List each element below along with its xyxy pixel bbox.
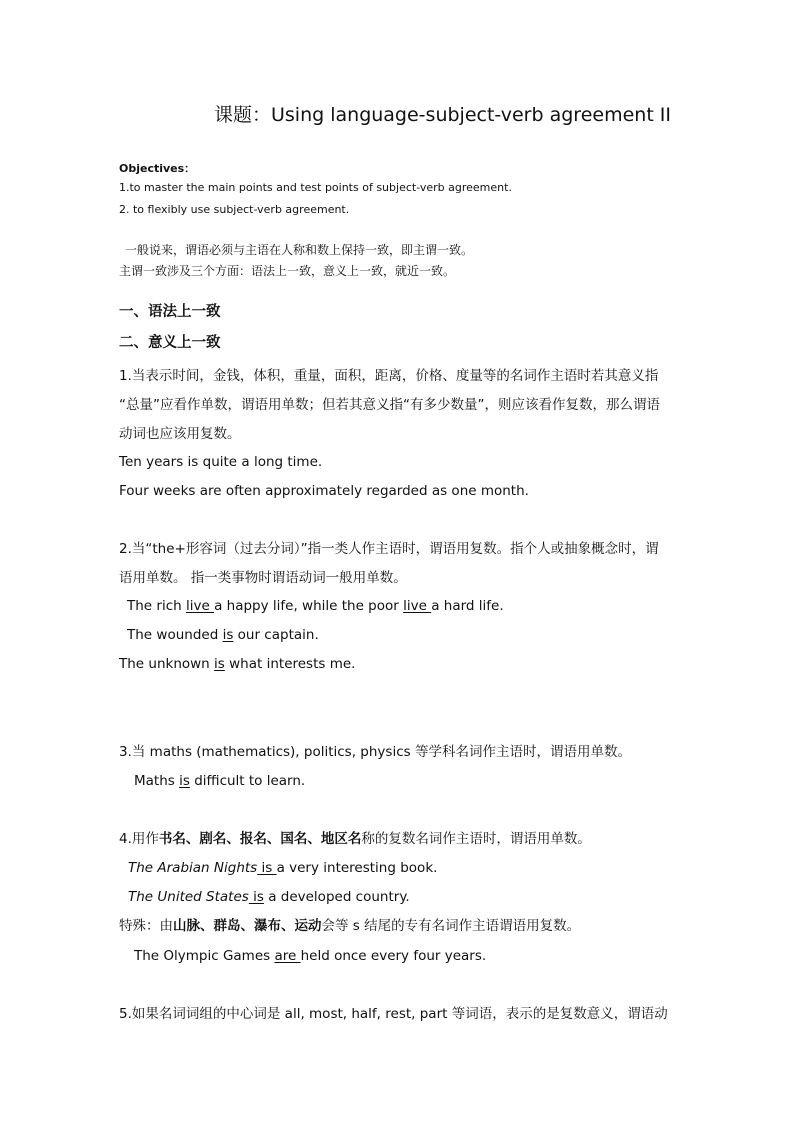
section-heading-meaning: 二、意义上一致 bbox=[119, 335, 221, 351]
rule4-example-2: The United States is a developed country. bbox=[128, 889, 410, 905]
rule1-line-1: 1.当表示时间，金钱，体积，重量，面积，距离，价格、度量等的名词作主语时若其意义指 bbox=[119, 368, 659, 384]
rule3-line-1: 3.当 maths (mathematics), politics, physics 等学科名词作主语时，谓语用单数。 bbox=[119, 744, 631, 760]
underlined-verb: is bbox=[222, 627, 234, 643]
rule2-line-2: 语用单数。 指一类事物时谓语动词一般用单数。 bbox=[119, 570, 407, 586]
objectives-heading: Objectives： bbox=[119, 162, 196, 175]
rule2-example-2: The wounded is our captain. bbox=[127, 627, 319, 643]
rule1-line-2: “总量”应看作单数，谓语用单数；但若其意义指“有多少数量”，则应该看作复数，那么谓语 bbox=[119, 397, 660, 413]
rule4-example-3: The Olympic Games are held once every four years. bbox=[134, 948, 487, 964]
underlined-verb: is bbox=[257, 860, 277, 876]
rule2-example-3: The unknown is what interests me. bbox=[119, 656, 356, 672]
lesson-title: 课题：Using language-subject-verb agreement II bbox=[214, 104, 672, 126]
intro-line-2: 主谓一致涉及三个方面：语法上一致，意义上一致，就近一致。 bbox=[119, 264, 456, 278]
rule1-example-1: Ten years is quite a long time. bbox=[119, 454, 323, 470]
rule1-line-3: 动词也应该用复数。 bbox=[119, 426, 241, 442]
rule4-special-note: 特殊：由山脉、群岛、瀑布、运动会等 s 结尾的专有名词作主语谓语用复数。 bbox=[119, 918, 581, 934]
underlined-verb: live bbox=[403, 598, 432, 614]
underlined-verb: are bbox=[274, 948, 301, 964]
intro-line-1: 一般说来，谓语必须与主语在人称和数上保持一致，即主谓一致。 bbox=[125, 243, 474, 257]
rule2-example-1: The rich live a happy life, while the poor live a hard life. bbox=[127, 598, 504, 614]
objective-item-1: 1.to master the main points and test points of subject-verb agreement. bbox=[119, 181, 512, 194]
rule2-line-1: 2.当“the+形容词（过去分词）”指一类人作主语时，谓语用复数。指个人或抽象概念时，谓 bbox=[119, 541, 659, 557]
rule4-example-1: The Arabian Nights is a very interesting book. bbox=[128, 860, 438, 876]
underlined-verb: live bbox=[185, 598, 215, 614]
rule3-example-1: Maths is difficult to learn. bbox=[134, 773, 306, 789]
rule4-line-1: 4.用作书名、剧名、报名、国名、地区名称的复数名词作主语时，谓语用单数。 bbox=[119, 831, 591, 847]
section-heading-grammar: 一、语法上一致 bbox=[119, 304, 221, 320]
underlined-verb: is bbox=[248, 889, 264, 905]
objective-item-2: 2. to flexibly use subject-verb agreement. bbox=[119, 203, 350, 216]
underlined-verb: is bbox=[179, 773, 190, 789]
underlined-verb: is bbox=[214, 656, 225, 672]
rule5-line-1: 5.如果名词词组的中心词是 all, most, half, rest, part 等词语，表示的是复数意义，谓语动 bbox=[119, 1006, 668, 1022]
rule1-example-2: Four weeks are often approximately regarded as one month. bbox=[119, 483, 529, 499]
